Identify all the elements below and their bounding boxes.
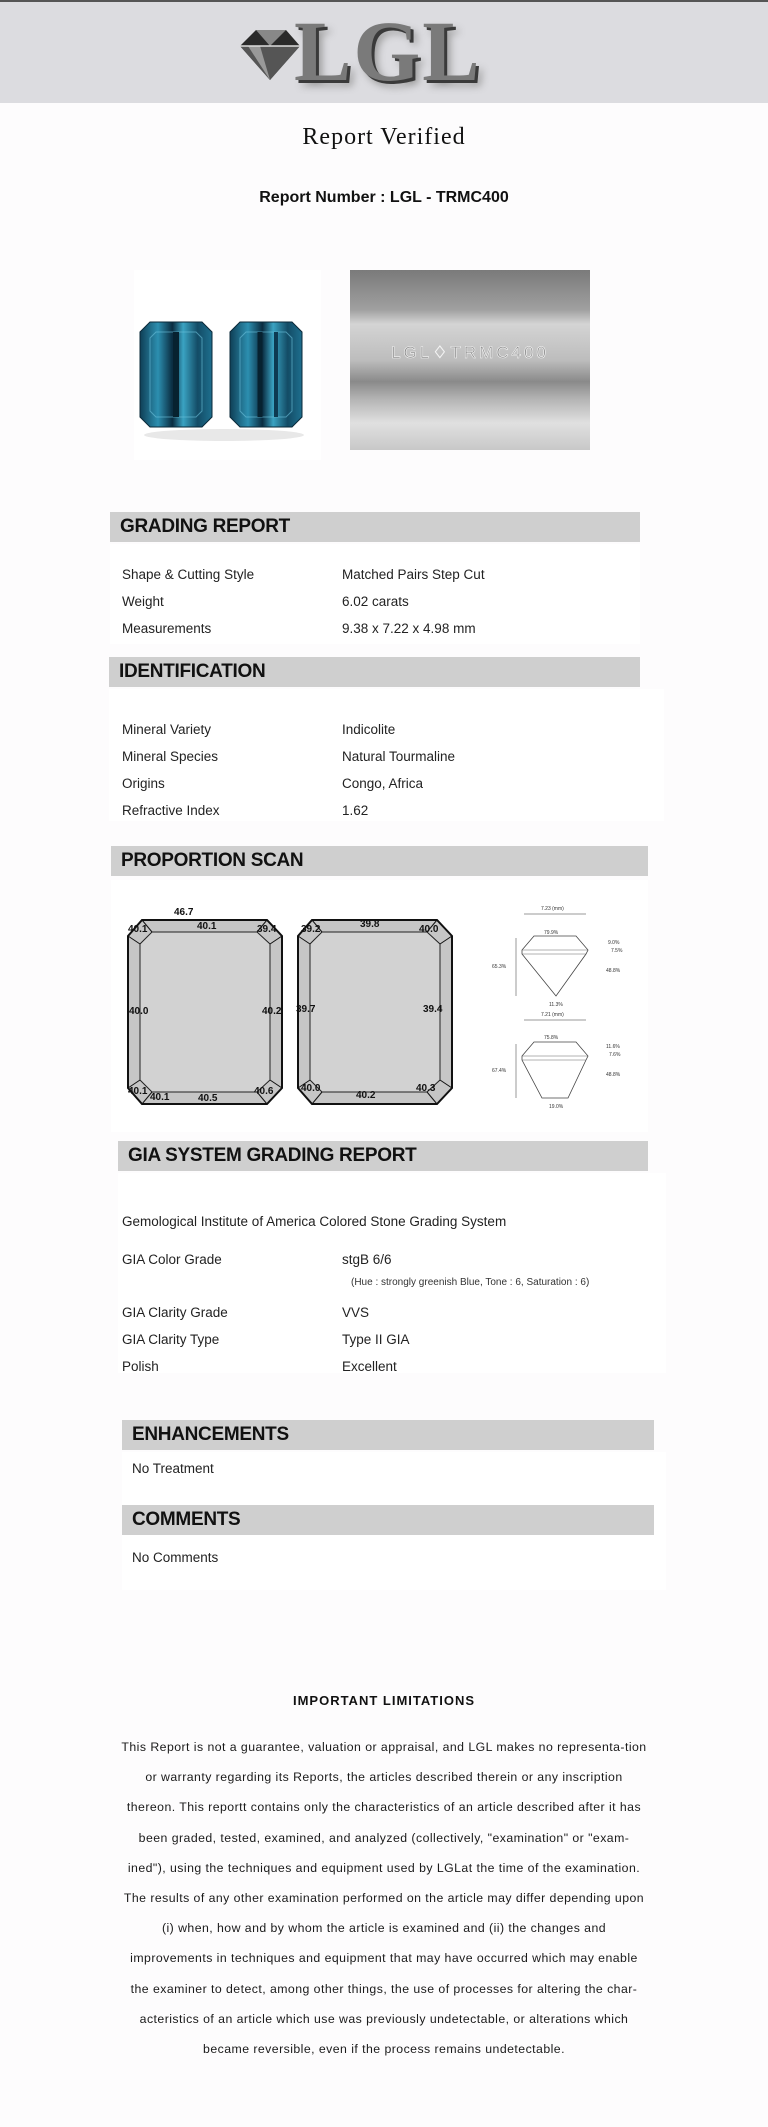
gia-color-value: stgB 6/6 xyxy=(342,1252,392,1267)
proportion-diagram-stone1 xyxy=(122,902,294,1122)
stone1-label: 40.5 xyxy=(198,1093,218,1104)
grading-value-shape: Matched Pairs Step Cut xyxy=(342,567,485,582)
stone1-label: 40.1 xyxy=(197,921,217,932)
grading-value-measurements: 9.38 x 7.22 x 4.98 mm xyxy=(342,621,476,636)
stone1-label: 40.2 xyxy=(262,1006,282,1017)
enhancements-value: No Treatment xyxy=(132,1461,214,1476)
profile-bottom-width: 7.21 (mm) xyxy=(541,1012,564,1018)
stone1-label: 40.1 xyxy=(128,1086,148,1097)
stone2-label: 39.8 xyxy=(360,919,380,930)
limitations-text: This Report is not a guarantee, valuation or appraisal, and LGL makes no representa-tion or warranty regarding its Reports, the articles described therein or any inscription thereon. This reportt contains only the characteristics of an article described after it has been graded, tested, examined, and analyzed (collectively, "examination" or "exam-ined"), using the techniques and equipment used by LGLat the time of the examination. The results of any other examination performed on the article may differ depending upon (i) when, how and by whom the article is examined and (ii) the changes and improvements in techniques and equipment that may have occurred which may enable the examiner to detect, among other things, the use of processes for altering the char-acteristics of an article which use was previously undetectable, or alterations which became reversible, even if the process remains undetectable. xyxy=(121,1740,647,2057)
profile-top-pav: 48.8% xyxy=(606,968,621,974)
ident-value-variety: Indicolite xyxy=(342,722,396,737)
stone2-label: 40.3 xyxy=(416,1083,436,1094)
profile-diagrams xyxy=(486,902,638,1122)
profile-bottom-table: 75.8% xyxy=(544,1035,559,1041)
stone1-label: 46.7 xyxy=(174,907,194,918)
grading-value-weight: 6.02 carats xyxy=(342,594,409,609)
profile-bottom-pav: 48.8% xyxy=(606,1072,621,1078)
grading-label-weight: Weight xyxy=(122,594,164,609)
gia-color-label: GIA Color Grade xyxy=(122,1252,222,1267)
gemstone-photo xyxy=(134,270,321,460)
gia-color-note: (Hue : strongly greenish Blue, Tone : 6, Saturation : 6) xyxy=(351,1277,590,1288)
profile-top-girdle: 7.5% xyxy=(611,948,623,954)
identification-header: IDENTIFICATION xyxy=(109,657,640,687)
profile-bottom-girdle: 7.6% xyxy=(609,1052,621,1058)
report-number: Report Number : LGL - TRMC400 xyxy=(259,189,509,206)
grading-label-shape: Shape & Cutting Style xyxy=(122,567,255,582)
stone1-label: 40.1 xyxy=(128,924,148,935)
profile-top-crown: 9.0% xyxy=(608,940,620,946)
profile-top-culet: 11.3% xyxy=(549,1002,563,1008)
ident-label-origins: Origins xyxy=(122,776,165,791)
stone1-label: 39.4 xyxy=(257,924,277,935)
stone2-label: 39.7 xyxy=(296,1004,316,1015)
stone2-label: 40.0 xyxy=(419,924,439,935)
profile-bottom-crown: 11.6% xyxy=(606,1044,620,1050)
profile-bottom-culet: 19.0% xyxy=(549,1104,564,1110)
proportion-diagram-stone2 xyxy=(292,902,464,1122)
inscription-photo xyxy=(350,270,590,450)
ident-value-ri: 1.62 xyxy=(342,803,369,818)
profile-top-table: 79.9% xyxy=(544,930,559,936)
ident-label-variety: Mineral Variety xyxy=(122,722,212,737)
logo-text: LGL xyxy=(294,3,482,99)
profile-top-width: 7.23 (mm) xyxy=(541,906,564,912)
stone2-label: 39.4 xyxy=(423,1004,443,1015)
ident-value-species: Natural Tourmaline xyxy=(342,749,456,764)
comments-header: COMMENTS xyxy=(122,1505,654,1535)
header-banner xyxy=(0,2,768,103)
comments-value: No Comments xyxy=(132,1550,219,1565)
enhancements-header: ENHANCEMENTS xyxy=(122,1420,654,1450)
ident-label-species: Mineral Species xyxy=(122,749,219,764)
gia-polish-label: Polish xyxy=(122,1359,159,1374)
proportion-scan-header: PROPORTION SCAN xyxy=(111,846,648,876)
lgl-logo[interactable] xyxy=(234,3,490,100)
stone2-label: 40.0 xyxy=(301,1083,321,1094)
grading-report-header: GRADING REPORT xyxy=(110,512,640,542)
stone2-label: 39.2 xyxy=(301,924,321,935)
stone1-label: 40.0 xyxy=(129,1006,149,1017)
inscription-text: LGL♢TRMC400 xyxy=(391,343,549,362)
profile-top-depth: 65.3% xyxy=(492,964,507,970)
gia-clarity-type-value: Type II GIA xyxy=(342,1332,410,1347)
gia-report-header: GIA SYSTEM GRADING REPORT xyxy=(118,1141,648,1171)
gia-clarity-grade-label: GIA Clarity Grade xyxy=(122,1305,228,1320)
gia-polish-value: Excellent xyxy=(342,1359,397,1374)
profile-bottom-depth: 67.4% xyxy=(492,1068,507,1074)
page-title: Report Verified xyxy=(302,124,466,150)
gia-clarity-type-label: GIA Clarity Type xyxy=(122,1332,220,1347)
stone1-label: 40.1 xyxy=(150,1092,170,1103)
gia-system-name: Gemological Institute of America Colored Stone Grading System xyxy=(122,1214,507,1229)
gia-clarity-grade-value: VVS xyxy=(342,1305,370,1320)
ident-label-ri: Refractive Index xyxy=(122,803,220,818)
grading-label-measurements: Measurements xyxy=(122,621,212,636)
stone2-label: 40.2 xyxy=(356,1090,376,1101)
limitations-title: IMPORTANT LIMITATIONS xyxy=(292,1693,476,1708)
ident-value-origins: Congo, Africa xyxy=(342,776,424,791)
stone1-label: 40.6 xyxy=(254,1086,274,1097)
